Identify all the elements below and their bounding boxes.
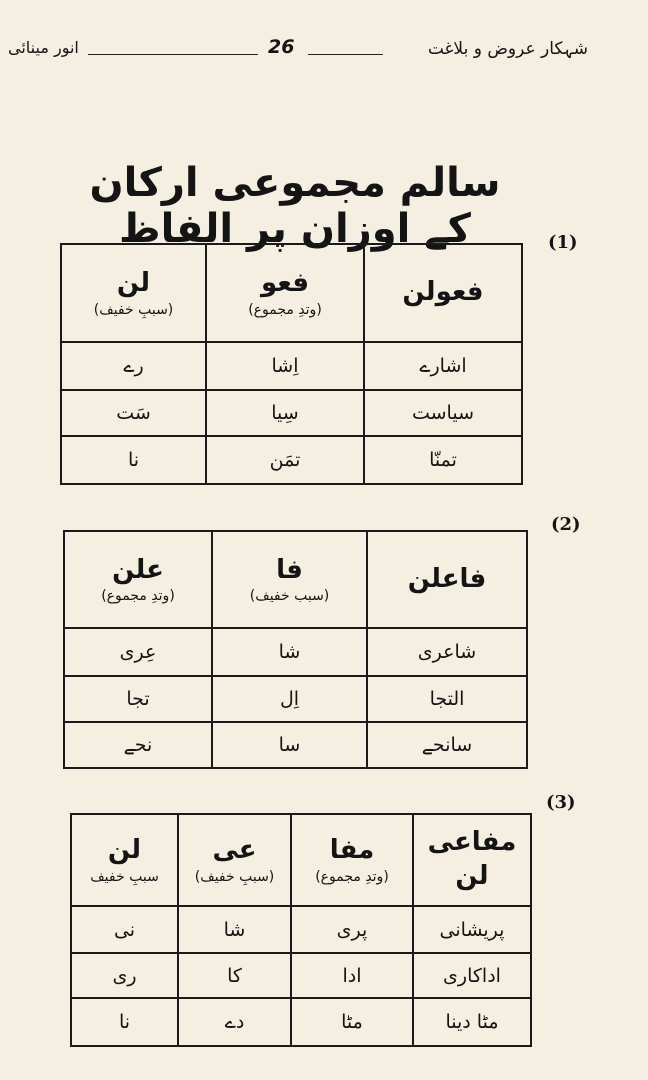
table-3-number: (3) bbox=[546, 792, 576, 813]
table-2-number: (2) bbox=[551, 514, 581, 535]
table-2-header-row bbox=[64, 531, 527, 628]
table-cell: نحے bbox=[64, 722, 212, 768]
table-row bbox=[64, 722, 527, 768]
table-cell: سَت bbox=[61, 390, 206, 436]
table-3-header-row bbox=[71, 814, 531, 906]
table-cell: نا bbox=[71, 998, 178, 1046]
table-row bbox=[64, 628, 527, 676]
table-cell: سیاست bbox=[364, 390, 522, 436]
table-1-header-row bbox=[61, 244, 522, 342]
book-title: شہکار عروض و بلاغت bbox=[427, 39, 588, 59]
table-3-header-cell: مفا (وتدِ مجموع) bbox=[291, 814, 413, 906]
table-cell: ری bbox=[71, 953, 178, 998]
table-cell: اِشا bbox=[206, 342, 364, 390]
table-row bbox=[61, 342, 522, 390]
table-1-number: (1) bbox=[548, 232, 578, 253]
table-cell: نا bbox=[61, 436, 206, 484]
table-cell: اداکاری bbox=[413, 953, 531, 998]
table-2 bbox=[63, 530, 528, 769]
table-cell: مٹا bbox=[291, 998, 413, 1046]
table-cell: رے bbox=[61, 342, 206, 390]
table-3 bbox=[70, 813, 532, 1047]
header-rule-left bbox=[88, 54, 258, 55]
table-2-header-cell: علن (وتدِ مجموع) bbox=[64, 531, 212, 628]
table-cell: تمَن bbox=[206, 436, 364, 484]
table-row bbox=[71, 998, 531, 1046]
table-3-header-cell: عی (سببِ خفیف) bbox=[178, 814, 291, 906]
table-row bbox=[71, 906, 531, 953]
table-cell: دے bbox=[178, 998, 291, 1046]
table-row bbox=[64, 676, 527, 722]
table-1 bbox=[60, 243, 523, 485]
page-title: سالم مجموعی ارکان کے اوزان پر الفاظ bbox=[89, 160, 501, 252]
table-cell: شاعری bbox=[367, 628, 527, 676]
table-1-header-cell: فعو (وتدِ مجموع) bbox=[206, 244, 364, 342]
table-cell: سا bbox=[212, 722, 367, 768]
table-3-header-cell: مفاعی لن bbox=[413, 814, 531, 906]
table-2-header-cell: فاعلن bbox=[367, 531, 527, 628]
table-cell: سانحے bbox=[367, 722, 527, 768]
table-cell: نی bbox=[71, 906, 178, 953]
table-3-header-cell: لن سببِ خفیف bbox=[71, 814, 178, 906]
table-row bbox=[61, 436, 522, 484]
header-rule-right bbox=[308, 54, 383, 55]
table-cell: ادا bbox=[291, 953, 413, 998]
table-cell: اِل bbox=[212, 676, 367, 722]
table-cell: پری bbox=[291, 906, 413, 953]
table-cell: اشارے bbox=[364, 342, 522, 390]
page-number: 26 bbox=[268, 36, 295, 58]
table-cell: التجا bbox=[367, 676, 527, 722]
table-cell: سِیا bbox=[206, 390, 364, 436]
table-cell: شا bbox=[212, 628, 367, 676]
table-1-header-cell: فعولن bbox=[364, 244, 522, 342]
table-cell: عِری bbox=[64, 628, 212, 676]
author-name: انور مینائی bbox=[8, 38, 79, 57]
table-row bbox=[71, 953, 531, 998]
table-2-header-cell: فا (سبب خفیف) bbox=[212, 531, 367, 628]
table-cell: تجا bbox=[64, 676, 212, 722]
table-row bbox=[61, 390, 522, 436]
table-cell: شا bbox=[178, 906, 291, 953]
page-header bbox=[8, 36, 588, 66]
table-cell: تمنّا bbox=[364, 436, 522, 484]
table-cell: کا bbox=[178, 953, 291, 998]
table-1-header-cell: لن (سببِ خفیف) bbox=[61, 244, 206, 342]
table-cell: مٹا دینا bbox=[413, 998, 531, 1046]
table-cell: پریشانی bbox=[413, 906, 531, 953]
